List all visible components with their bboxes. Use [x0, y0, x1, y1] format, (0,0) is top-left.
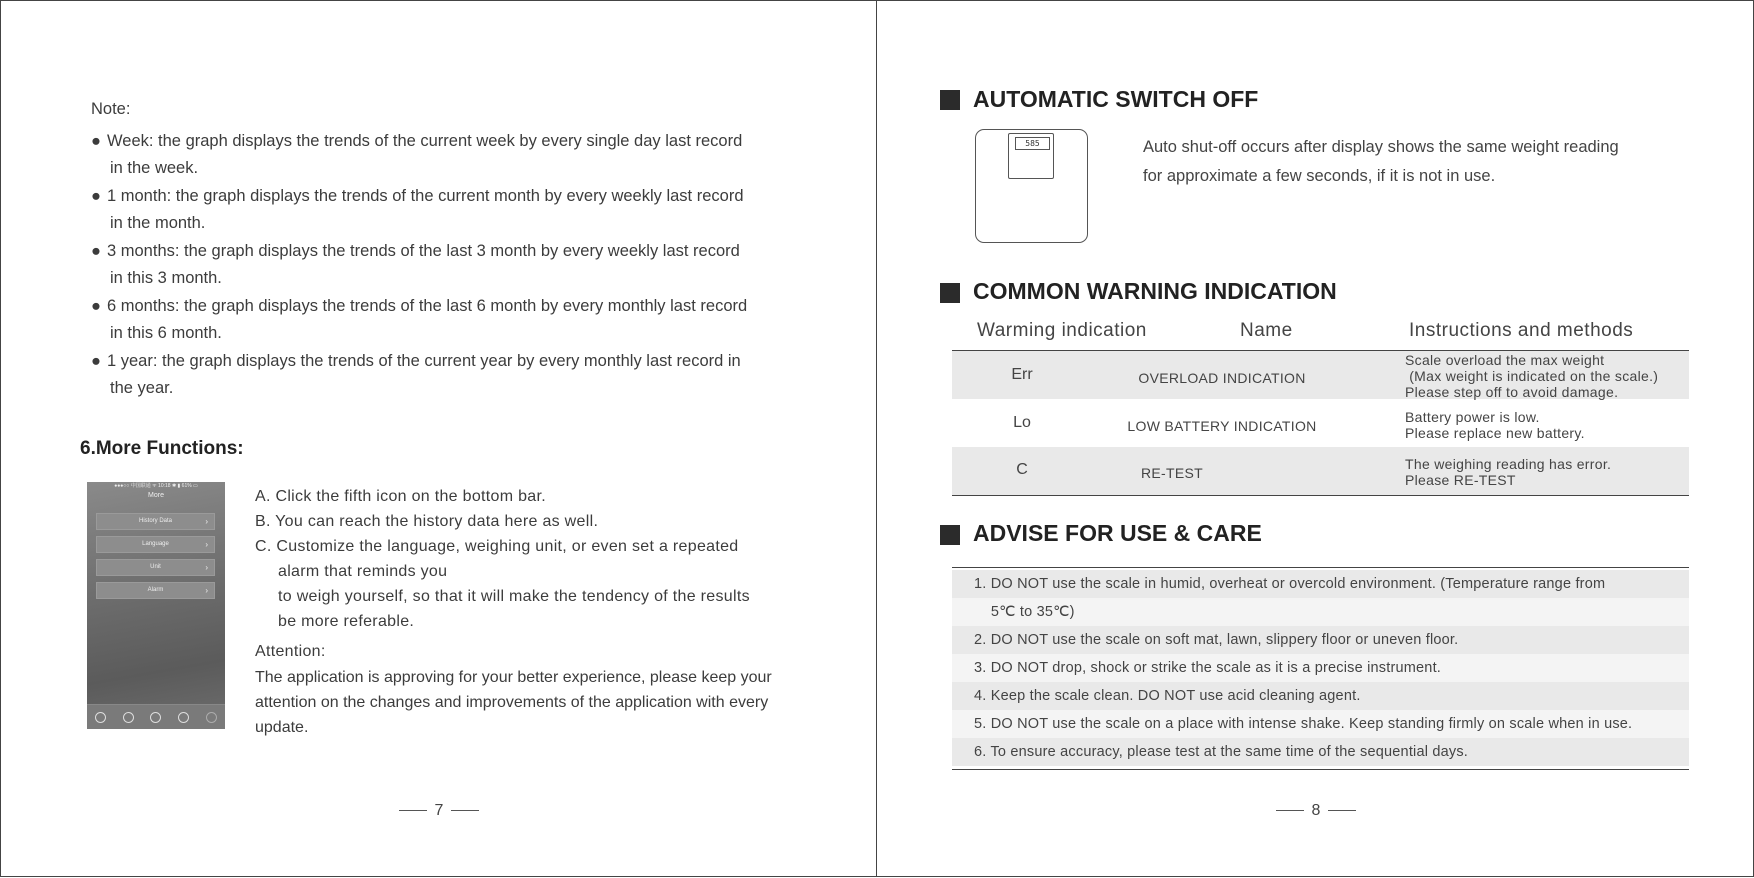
phone-tab-bar — [87, 704, 225, 729]
table-header-indication: Warming indication — [977, 320, 1147, 341]
phone-screen-title: More — [148, 492, 164, 499]
more-icon — [206, 712, 217, 723]
auto-switch-text-line1: Auto shut-off occurs after display shows the same weight reading — [1143, 138, 1619, 156]
list-item: 4. Keep the scale clean. DO NOT use acid cleaning agent. — [952, 682, 1689, 710]
bullet-dot-icon: ● — [91, 187, 101, 205]
attention-heading: Attention: — [255, 643, 326, 660]
bullet-dot-icon: ● — [91, 297, 101, 315]
list-item: 5. DO NOT use the scale on a place with intense shake. Keep standing firmly on scale when in use. — [952, 710, 1689, 738]
more-functions-heading: 6.More Functions: — [80, 438, 244, 459]
chevron-right-icon: › — [205, 563, 208, 572]
heart-icon — [178, 712, 189, 723]
phone-menu-item-language: Language › — [96, 536, 215, 553]
warning-name: OVERLOAD INDICATION — [1138, 370, 1306, 386]
chevron-right-icon: › — [205, 540, 208, 549]
advise-top-rule — [952, 567, 1689, 568]
list-item: 2. DO NOT use the scale on soft mat, lawn, slippery floor or uneven floor. — [952, 626, 1689, 654]
list-item: 3. DO NOT drop, shock or strike the scale as it is a precise instrument. — [952, 654, 1689, 682]
section-marker-icon — [940, 525, 960, 545]
table-row — [952, 447, 1689, 495]
bullet-3-months: ● 3 months: the graph displays the trends of the last 3 month by every weekly last record in this 3 month. — [91, 238, 791, 292]
warning-instructions: Scale overload the max weight (Max weight is indicated on the scale.) Please step off to avoid damage. — [1405, 352, 1659, 400]
warning-indication: C — [1016, 461, 1028, 478]
bullet-week: ● Week: the graph displays the trends of the current week by every single day last record in the week. — [91, 128, 791, 182]
list-item: 1. DO NOT use the scale in humid, overheat or overcold environment. (Temperature range from — [952, 570, 1689, 598]
phone-menu-item-history-data: History Data › — [96, 513, 215, 530]
trend-icon — [150, 712, 161, 723]
step-c: C. Customize the language, weighing unit, or even set a repeated — [255, 538, 739, 555]
step-b: B. You can reach the history data here as well. — [255, 513, 599, 530]
bullet-dot-icon: ● — [91, 352, 101, 370]
phone-menu-item-unit: Unit › — [96, 559, 215, 576]
table-row — [952, 399, 1689, 447]
auto-switch-off-title: AUTOMATIC SWITCH OFF — [973, 86, 1259, 112]
scale-readout: 585 — [1015, 137, 1050, 150]
warning-indication: Err — [1011, 366, 1033, 383]
list-item: 5℃ to 35℃) — [952, 598, 1689, 626]
page-number-left: 7 — [379, 802, 499, 820]
table-bottom-rule — [952, 495, 1689, 496]
step-a: A. Click the fifth icon on the bottom bar. — [255, 488, 546, 505]
bullet-dot-icon: ● — [91, 132, 101, 150]
auto-switch-text-line2: for approximate a few seconds, if it is not in use. — [1143, 167, 1496, 185]
step-c-line4: be more referable. — [278, 613, 415, 630]
advise-bottom-rule — [952, 769, 1689, 770]
home-icon — [123, 712, 134, 723]
table-header-name: Name — [1240, 320, 1293, 341]
bullet-1-month: ● 1 month: the graph displays the trends of the current month by every weekly last record in the month. — [91, 183, 791, 237]
warning-instructions: The weighing reading has error. Please RE-TEST — [1405, 456, 1612, 488]
phone-menu-item-alarm: Alarm › — [96, 582, 215, 599]
note-heading: Note: — [91, 100, 131, 118]
phone-screenshot — [87, 482, 225, 728]
chevron-right-icon: › — [205, 517, 208, 526]
section-marker-icon — [940, 283, 960, 303]
phone-status-bar: ●●●○○ 中国联通 ᯤ 10:18 ✱ ▮ 61% ▭ — [114, 483, 198, 489]
warning-indication: Lo — [1013, 414, 1031, 431]
table-header-instructions: Instructions and methods — [1409, 320, 1634, 341]
bullet-dot-icon: ● — [91, 242, 101, 260]
chevron-right-icon: › — [205, 586, 208, 595]
attention-text: The application is approving for your better experience, please keep your attention on the changes and improvements of the application with every update. — [255, 669, 772, 736]
section-marker-icon — [940, 90, 960, 110]
user-icon — [95, 712, 106, 723]
table-row — [952, 351, 1689, 399]
page-number-right: 8 — [1256, 802, 1376, 820]
bullet-6-months: ● 6 months: the graph displays the trends of the last 6 month by every monthly last record in this 6 month. — [91, 293, 791, 347]
step-c-line3: to weigh yourself, so that it will make the tendency of the results — [278, 588, 750, 605]
step-c-line2: alarm that reminds you — [278, 563, 448, 580]
warning-name: RE-TEST — [1141, 465, 1203, 481]
list-item: 6. To ensure accuracy, please test at the same time of the sequential days. — [952, 738, 1689, 766]
advise-title: ADVISE FOR USE & CARE — [973, 520, 1262, 546]
common-warning-title: COMMON WARNING INDICATION — [973, 278, 1337, 304]
warning-instructions: Battery power is low. Please replace new battery. — [1405, 409, 1585, 441]
bullet-1-year: ● 1 year: the graph displays the trends of the current year by every monthly last record in the year. — [91, 348, 791, 402]
warning-name: LOW BATTERY INDICATION — [1127, 418, 1317, 434]
